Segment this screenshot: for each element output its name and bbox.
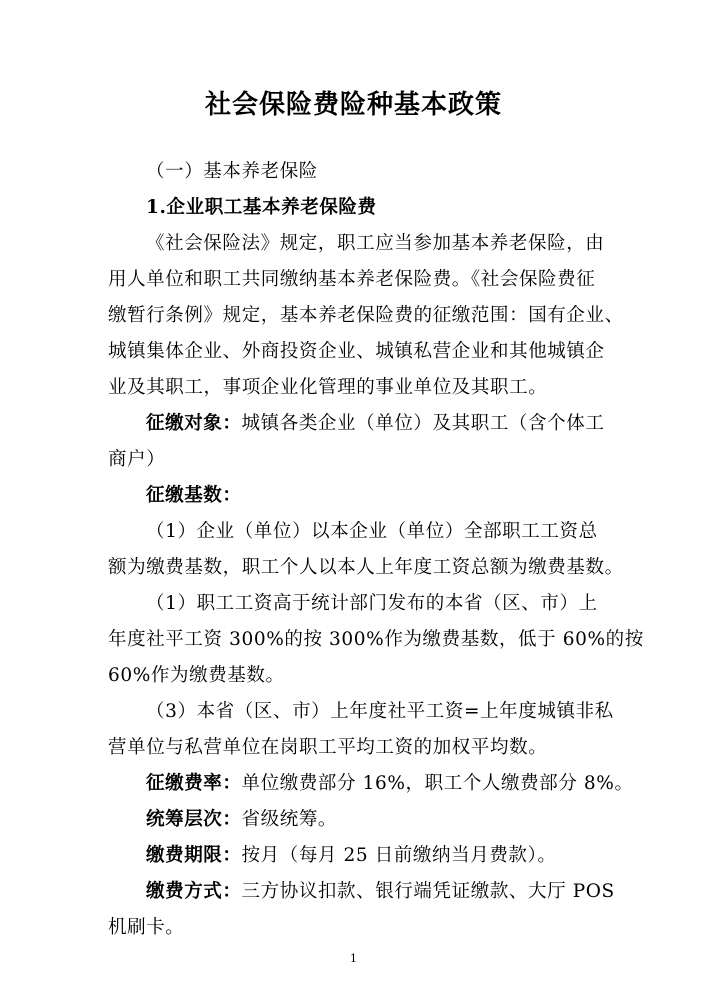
paragraph-line: 业及其职工，事项企业化管理的事业单位及其职工。 — [108, 377, 548, 398]
level-text: 省级统筹。 — [241, 809, 338, 830]
object-line — [146, 409, 604, 435]
method-text: 三方协议扣款、银行端凭证缴款、大厅 POS — [241, 881, 615, 902]
page-title: 社会保险费险种基本政策 — [204, 90, 502, 120]
deadline-line — [146, 841, 556, 867]
base-label: 征缴基数： — [146, 485, 242, 506]
base-item-line: （1）企业（单位）以本企业（单位）全部职工工资总 — [146, 521, 598, 542]
base-item-line: 额为缴费基数，职工个人以本人上年度工资总额为缴费基数。 — [108, 557, 624, 578]
deadline-text: 按月（每月 25 日前缴纳当月费款）。 — [241, 845, 557, 866]
level-line — [146, 805, 337, 831]
base-item-line: （1）职工工资高于统计部门发布的本省（区、市）上 — [146, 593, 598, 614]
method-label: 缴费方式： — [146, 881, 242, 902]
page-number: 1 — [350, 952, 357, 965]
rate-label: 征缴费率： — [146, 773, 242, 794]
deadline-label: 缴费期限： — [146, 845, 242, 866]
subsection-heading: 1.企业职工基本养老保险费 — [146, 197, 377, 218]
rate-text: 单位缴费部分 16%，职工个人缴费部分 8%。 — [241, 773, 634, 794]
base-item-line: 60%作为缴费基数。 — [108, 665, 285, 686]
paragraph-line: 用人单位和职工共同缴纳基本养老保险费。《社会保险费征 — [108, 269, 596, 290]
base-item-line: 年度社平工资 300%的按 300%作为缴费基数，低于 60%的按 — [108, 629, 644, 650]
method-line — [146, 877, 615, 903]
rate-line — [146, 769, 634, 795]
paragraph-line: 《社会保险法》规定，职工应当参加基本养老保险，由 — [146, 233, 605, 254]
section-heading: （一）基本养老保险 — [146, 161, 318, 182]
object-text: 城镇各类企业（单位）及其职工（含个体工 — [241, 413, 605, 434]
paragraph-line: 城镇集体企业、外商投资企业、城镇私营企业和其他城镇企 — [108, 341, 605, 362]
level-label: 统筹层次： — [146, 809, 242, 830]
base-item-line: （3）本省（区、市）上年度社平工资=上年度城镇非私 — [146, 701, 614, 722]
base-item-line: 营单位与私营单位在岗职工平均工资的加权平均数。 — [108, 737, 548, 758]
object-continuation: 商户） — [108, 449, 166, 470]
object-label: 征缴对象： — [146, 413, 242, 434]
paragraph-line: 缴暂行条例》规定，基本养老保险费的征缴范围：国有企业、 — [108, 305, 624, 326]
method-continuation: 机刷卡。 — [108, 917, 185, 938]
